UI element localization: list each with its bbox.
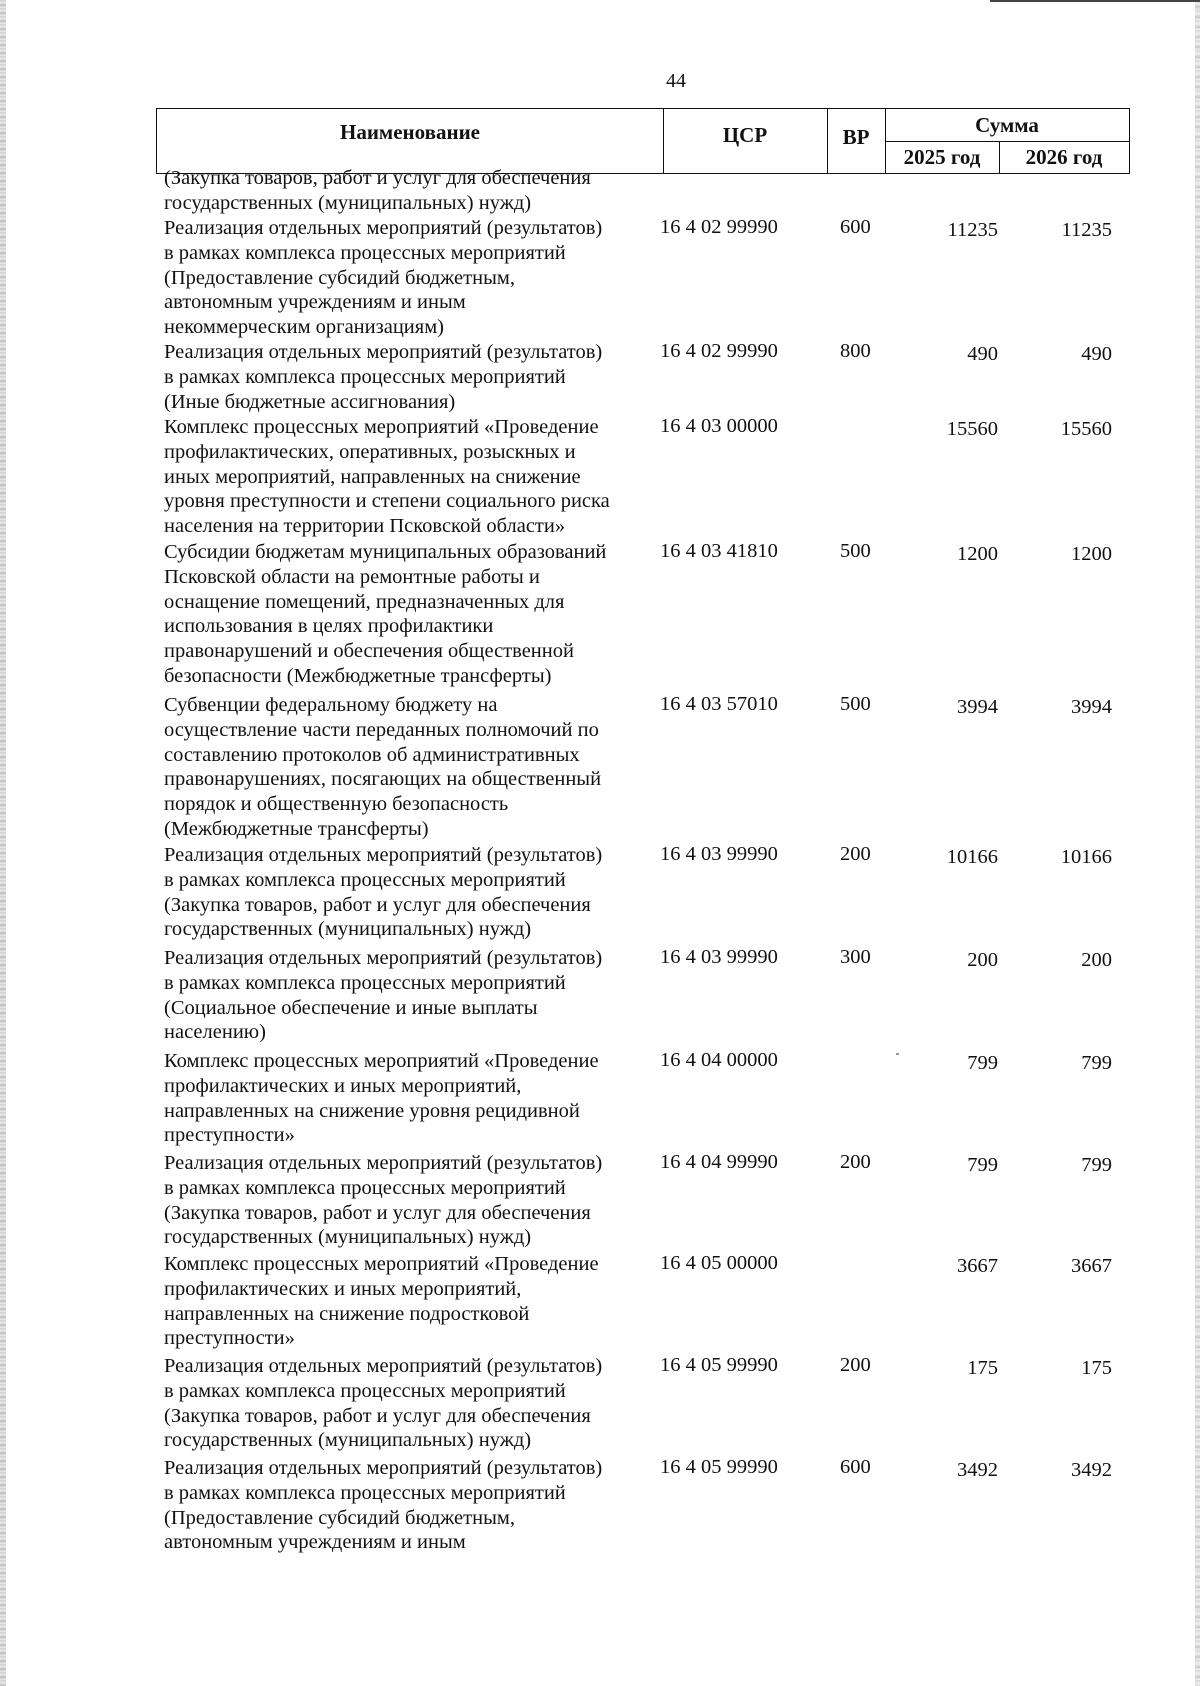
row-vr: 800 (840, 340, 871, 362)
table-row (0, 843, 1200, 946)
row-name: Реализация отдельных мероприятий (результатов) в рамках комплекса процессных мероприятий (Закупка товаров, работ и услуг для обеспечения государственных (муниципальных) нужд) (164, 1152, 603, 1249)
header-sum: Сумма (975, 112, 1039, 137)
row-sum-2026: 175 (1081, 1357, 1112, 1379)
row-name: Реализация отдельных мероприятий (результатов) в рамках комплекса процессных мероприятий (Предоставление субсидий бюджетным, автономным учреждениям и иным (164, 1457, 603, 1554)
table-row (0, 340, 1200, 415)
row-csr: 16 4 04 99990 (660, 1151, 778, 1173)
table-row (0, 540, 1200, 693)
row-csr: 16 4 03 99990 (660, 843, 778, 865)
row-sum-2026: 200 (1081, 949, 1112, 971)
table-body (0, 166, 1200, 1556)
row-csr: 16 4 05 99990 (660, 1354, 778, 1376)
row-vr: 300 (840, 946, 871, 968)
row-sum-2026: 490 (1081, 343, 1112, 365)
table-row (0, 1456, 1200, 1556)
row-sum-2025: 15560 (946, 418, 998, 440)
row-sum-2025: 3492 (957, 1459, 998, 1481)
row-csr: 16 4 03 57010 (660, 693, 778, 715)
header-vr: ВР (842, 124, 870, 149)
row-sum-2025: 490 (967, 343, 998, 365)
row-vr: 200 (840, 1151, 871, 1173)
header-year-2025: 2025 год (903, 144, 981, 169)
table-row (0, 1354, 1200, 1456)
row-sum-2026: 799 (1081, 1052, 1112, 1074)
page-number: 44 (666, 70, 686, 92)
row-sum-2026: 3667 (1071, 1255, 1112, 1277)
row-sum-2026: 799 (1081, 1154, 1112, 1176)
table-row (0, 216, 1200, 340)
row-sum-2026: 11235 (1061, 219, 1112, 241)
header-year-2026: 2026 год (1025, 144, 1103, 169)
row-vr: 500 (840, 693, 871, 715)
row-sum-2025: 11235 (947, 219, 998, 241)
table-row (0, 166, 1200, 216)
row-sum-2026: 1200 (1071, 543, 1112, 565)
row-vr: 600 (840, 1456, 871, 1478)
scan-artifact-line (990, 0, 1200, 2)
row-sum-2026: 3994 (1071, 696, 1112, 718)
table-row (0, 1252, 1200, 1354)
row-csr: 16 4 05 99990 (660, 1456, 778, 1478)
row-csr: 16 4 03 00000 (660, 415, 778, 437)
row-csr: 16 4 04 00000 (660, 1049, 778, 1071)
row-vr: 200 (840, 1354, 871, 1376)
row-name: Комплекс процессных мероприятий «Проведение профилактических, оперативных, розыскных и иных мероприятий, направленных на снижение уровня преступности и степени социального риска населения на территории Псковской области» (164, 416, 610, 538)
table-row (0, 1049, 1200, 1151)
row-sum-2026: 10166 (1060, 846, 1112, 868)
row-csr: 16 4 05 00000 (660, 1252, 778, 1274)
row-name: Комплекс процессных мероприятий «Проведение профилактических и иных мероприятий, направленных на снижение уровня рецидивной преступности» (164, 1050, 599, 1147)
row-sum-2025: 3994 (957, 696, 998, 718)
row-name: Субвенции федеральному бюджету на осуществление части переданных полномочий по составлению протоколов об административных правонарушениях, посягающих на общественный порядок и общественную безопасность (Межбюджетные трансферты) (164, 694, 602, 840)
row-csr: 16 4 02 99990 (660, 340, 778, 362)
row-csr: 16 4 03 41810 (660, 540, 778, 562)
row-name: Комплекс процессных мероприятий «Проведение профилактических и иных мероприятий, направленных на снижение подростковой преступности» (164, 1253, 599, 1350)
table-row (0, 946, 1200, 1049)
table-row (0, 415, 1200, 540)
row-name: (Закупка товаров, работ и услуг для обеспечения государственных (муниципальных) нужд) (164, 167, 591, 214)
row-csr: 16 4 03 99990 (660, 946, 778, 968)
table-header (156, 108, 1130, 174)
row-name: Реализация отдельных мероприятий (результатов) в рамках комплекса процессных мероприятий (Закупка товаров, работ и услуг для обеспечения государственных (муниципальных) нужд) (164, 1355, 603, 1452)
row-csr: 16 4 02 99990 (660, 216, 778, 238)
table-row (0, 1151, 1200, 1252)
row-sum-2026: 15560 (1060, 418, 1112, 440)
row-sum-2025: 3667 (957, 1255, 998, 1277)
row-name: Реализация отдельных мероприятий (результатов) в рамках комплекса процессных мероприятий (Социальное обеспечение и иные выплаты населению) (164, 947, 603, 1044)
row-sum-2025: 10166 (946, 846, 998, 868)
row-sum-2025: 200 (967, 949, 998, 971)
row-sum-2025: 175 (967, 1357, 998, 1379)
row-sum-2025: 799 (967, 1154, 998, 1176)
table-row (0, 693, 1200, 843)
header-csr: ЦСР (722, 122, 768, 147)
row-vr: 500 (840, 540, 871, 562)
row-name: Субсидии бюджетам муниципальных образований Псковской области на ремонтные работы и оснащение помещений, предназначенных для использования в целях профилактики правонарушений и обеспечения общественной безопасности (Межбюджетные трансферты) (164, 541, 607, 687)
row-sum-2026: 3492 (1071, 1459, 1112, 1481)
row-name: Реализация отдельных мероприятий (результатов) в рамках комплекса процессных мероприятий (Предоставление субсидий бюджетным, автономным учреждениям и иным некоммерческим организациям) (164, 217, 603, 339)
row-sum-2025: 799 (967, 1052, 998, 1074)
row-sum-2025: 1200 (957, 543, 998, 565)
row-name: Реализация отдельных мероприятий (результатов) в рамках комплекса процессных мероприятий (Закупка товаров, работ и услуг для обеспечения государственных (муниципальных) нужд) (164, 844, 603, 941)
scan-speck (896, 1053, 899, 1055)
row-vr: 600 (840, 216, 871, 238)
row-vr: 200 (840, 843, 871, 865)
row-name: Реализация отдельных мероприятий (результатов) в рамках комплекса процессных мероприятий (Иные бюджетные ассигнования) (164, 341, 603, 413)
header-name: Наименование (340, 119, 480, 144)
